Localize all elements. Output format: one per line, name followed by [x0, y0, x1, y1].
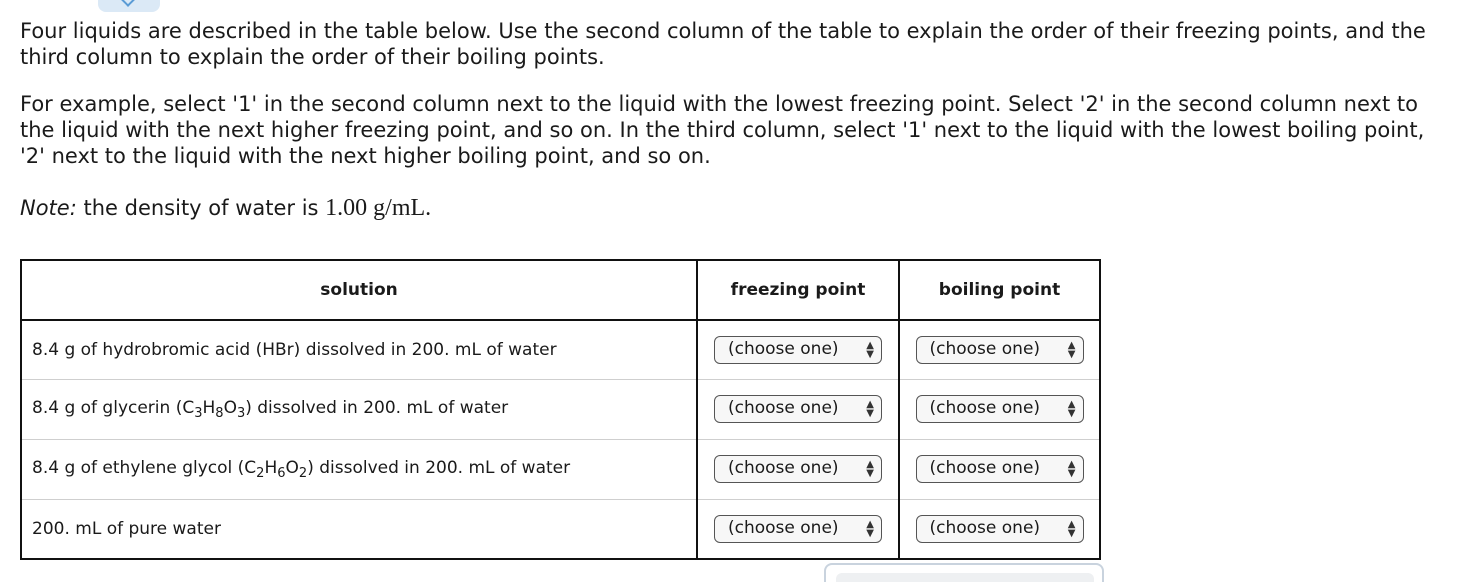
boiling-point-select-3[interactable]: [916, 455, 1084, 483]
freezing-point-select-2[interactable]: [714, 395, 882, 423]
chevron-down-icon: [118, 0, 138, 7]
table-row: [21, 379, 1100, 439]
boiling-point-select-1[interactable]: [916, 336, 1084, 364]
select-arrows-icon: ▲ ▼: [866, 518, 874, 539]
table-row: [21, 439, 1100, 499]
liquids-table: [20, 259, 1101, 560]
header-freezing-point: freezing point: [697, 260, 899, 320]
toolbar-inner: [836, 573, 1094, 582]
select-value: (choose one): [929, 517, 1041, 538]
select-arrows-icon: ▲ ▼: [866, 459, 874, 479]
table-header-row: [21, 260, 1100, 320]
solution-text: ) dissolved in 200. mL of water: [245, 397, 509, 418]
note-text: the density of water is: [76, 196, 326, 220]
subscript: 8: [215, 405, 224, 421]
collapse-tab[interactable]: [98, 0, 160, 12]
select-value: (choose one): [929, 458, 1041, 478]
select-value: (choose one): [728, 458, 839, 478]
solution-text: ) dissolved in 200. mL of water: [307, 457, 571, 478]
select-value: (choose one): [929, 338, 1041, 359]
solution-text: 8.4 g of hydrobromic acid (HBr) dissolved in 200. mL of water: [32, 339, 557, 360]
header-solution: solution: [21, 260, 697, 320]
table-row: [21, 499, 1100, 559]
density-note: [20, 195, 1442, 221]
solution-hbr: [21, 320, 697, 379]
select-value: (choose one): [728, 338, 839, 359]
select-value: (choose one): [728, 517, 839, 538]
solution-ethylene-glycol: [21, 439, 697, 499]
select-arrows-icon: ▲ ▼: [866, 339, 874, 360]
select-arrows-icon: ▲ ▼: [1067, 518, 1076, 539]
select-arrows-icon: ▲ ▼: [866, 399, 874, 419]
select-arrows-icon: ▲ ▼: [1067, 459, 1076, 479]
subscript: 3: [194, 405, 203, 421]
subscript: 2: [256, 465, 265, 481]
select-arrows-icon: ▲ ▼: [1067, 339, 1076, 360]
table-row: [21, 320, 1100, 379]
select-arrows-icon: ▲ ▼: [1067, 399, 1076, 419]
solution-pure-water: [21, 499, 697, 559]
note-period: .: [425, 195, 432, 221]
instruction-paragraph-1: Four liquids are described in the table below. Use the second column of the table to explain the order of their freezing points, and the third column to explain the order of their boiling points.: [20, 19, 1426, 69]
bottom-toolbar-panel: [824, 563, 1104, 582]
solution-text: H: [264, 457, 278, 478]
solution-glycerin: [21, 379, 697, 439]
freezing-point-select-4[interactable]: [714, 515, 882, 543]
select-value: (choose one): [728, 398, 839, 418]
freezing-point-select-3[interactable]: [714, 455, 882, 483]
subscript: 2: [298, 465, 308, 481]
header-boiling-point: boiling point: [899, 260, 1100, 320]
subscript: 6: [277, 465, 286, 481]
boiling-point-select-4[interactable]: [916, 515, 1084, 543]
freezing-point-select-1[interactable]: [714, 336, 882, 364]
boiling-point-select-2[interactable]: [916, 395, 1084, 423]
density-value: 1.00 g/mL: [325, 195, 426, 221]
solution-text: 8.4 g of glycerin (C: [32, 397, 195, 418]
solution-text: O: [285, 457, 299, 478]
note-label: Note:: [20, 196, 77, 220]
subscript: 3: [236, 405, 246, 421]
solution-text: H: [202, 397, 216, 418]
select-value: (choose one): [929, 398, 1041, 418]
solution-text: O: [223, 397, 237, 418]
solution-text: 8.4 g of ethylene glycol (C: [32, 457, 257, 478]
instruction-paragraph-2: For example, select '1' in the second column next to the liquid with the lowest freezing point. Select '2' in the second column next to the liquid with the next higher freezing point, and so on. In the third column, select '1' next to the liquid with the lowest boiling point, '2' next to the liquid with the next higher boiling point, and so on.: [20, 92, 1425, 168]
solution-text: 200. mL of pure water: [32, 518, 221, 539]
